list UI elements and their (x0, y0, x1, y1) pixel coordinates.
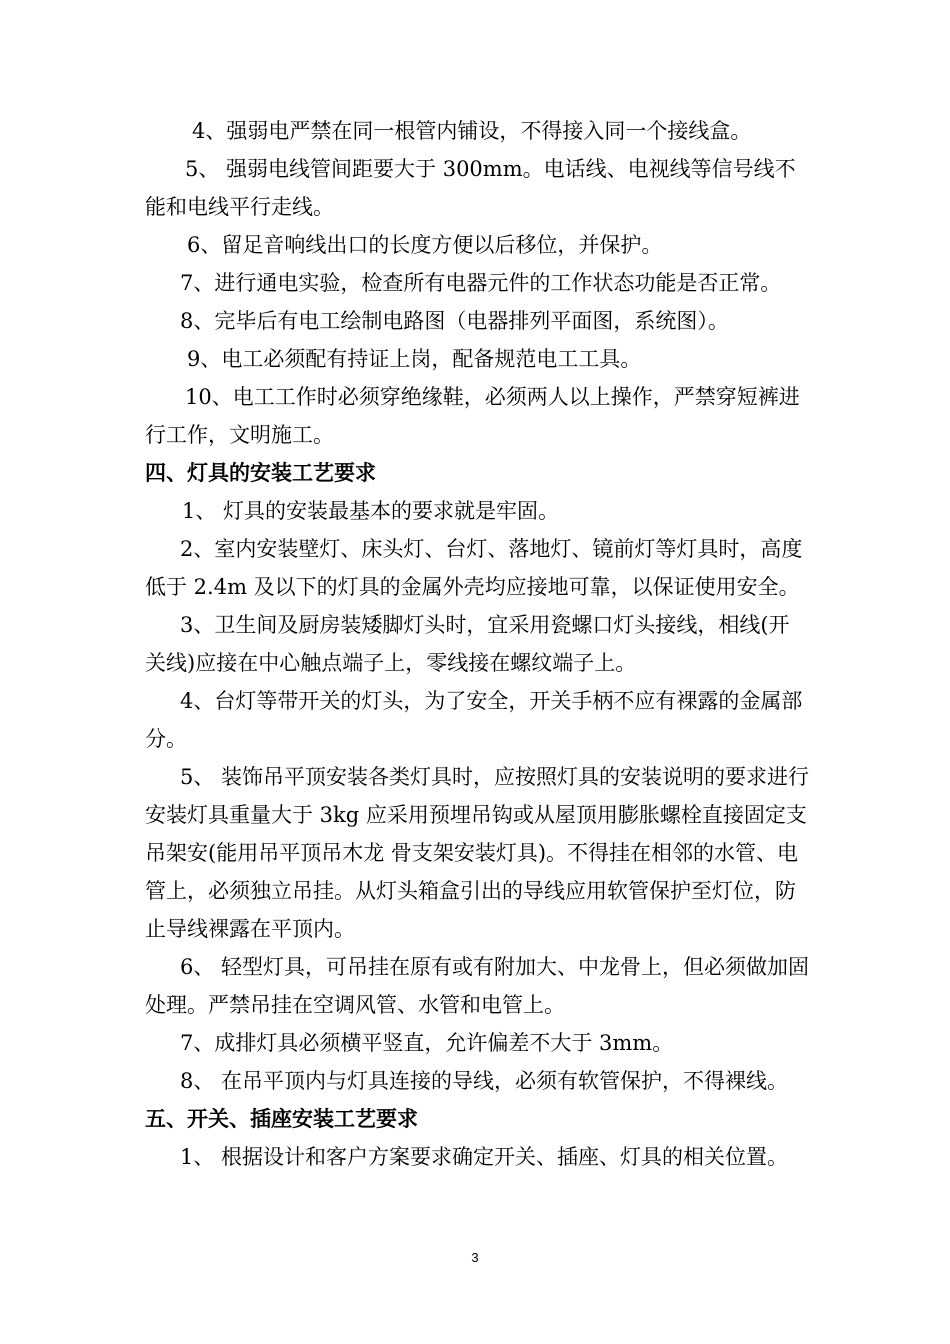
paragraph-switch-item-1: 1、 根据设计和客户方案要求确定开关、插座、灯具的相关位置。 (180, 1145, 789, 1169)
paragraph-item-5-conduit-spacing: 5、 强弱电线管间距要大于 300mm。电话线、电视线等信号线不能和电线平行走线。 (145, 157, 796, 219)
paragraph-lighting-item-4: 4、台灯等带开关的灯头，为了安全，开关手柄不应有裸露的金属部分。 (145, 689, 803, 751)
paragraph-item-8-circuit-drawing: 8、完毕后有电工绘制电路图（电器排列平面图，系统图）。 (180, 309, 729, 333)
paragraph-item-9-certified-electrician: 9、电工必须配有持证上岗，配备规范电工工具。 (187, 347, 642, 371)
paragraph-item-10-safety-shoes: 10、电工工作时必须穿绝缘鞋，必须两人以上操作，严禁穿短裤进行工作，文明施工。 (145, 385, 800, 447)
document-body (145, 112, 810, 1176)
paragraph-lighting-item-8: 8、 在吊平顶内与灯具连接的导线，必须有软管保护，不得裸线。 (180, 1069, 789, 1093)
paragraph-item-6-audio-cable: 6、留足音响线出口的长度方便以后移位，并保护。 (187, 233, 663, 257)
section-heading-lighting-installation: 四、灯具的安装工艺要求 (145, 461, 376, 485)
paragraph-lighting-item-3: 3、卫生间及厨房装矮脚灯头时，宜采用瓷螺口灯头接线，相线(开关线)应接在中心触点端子上，零线接在螺纹端子上。 (145, 613, 790, 675)
paragraph-lighting-item-5: 5、 装饰吊平顶安装各类灯具时，应按照灯具的安装说明的要求进行安装灯具重量大于 3kg 应采用预埋吊钩或从屋顶用膨胀螺栓直接固定支吊架安(能用吊平顶吊木龙 骨支架安装灯具)。不得挂在相邻的水管、电管上，必须独立吊挂。从灯头箱盒引出的导线应用软管保护至灯位，防止导线裸露在平顶内。 (145, 765, 810, 941)
paragraph-lighting-item-6: 6、 轻型灯具，可吊挂在原有或有附加大、中龙骨上，但必须做加固处理。严禁吊挂在空调风管、水管和电管上。 (145, 955, 810, 1017)
paragraph-item-4-strong-weak-current: 4、强弱电严禁在同一根管内铺设，不得接入同一个接线盒。 (192, 119, 752, 143)
section-heading-switch-socket-installation: 五、开关、插座安装工艺要求 (145, 1107, 418, 1131)
page-number: 3 (471, 1250, 479, 1265)
paragraph-lighting-item-1: 1、 灯具的安装最基本的要求就是牢固。 (182, 499, 560, 523)
paragraph-item-7-power-test: 7、进行通电实验，检查所有电器元件的工作状态功能是否正常。 (180, 271, 782, 295)
paragraph-lighting-item-2: 2、室内安装壁灯、床头灯、台灯、落地灯、镜前灯等灯具时，高度低于 2.4m 及以下的灯具的金属外壳均应接地可靠，以保证使用安全。 (145, 537, 803, 599)
paragraph-lighting-item-7: 7、成排灯具必须横平竖直，允许偏差不大于 3mm。 (180, 1031, 674, 1055)
